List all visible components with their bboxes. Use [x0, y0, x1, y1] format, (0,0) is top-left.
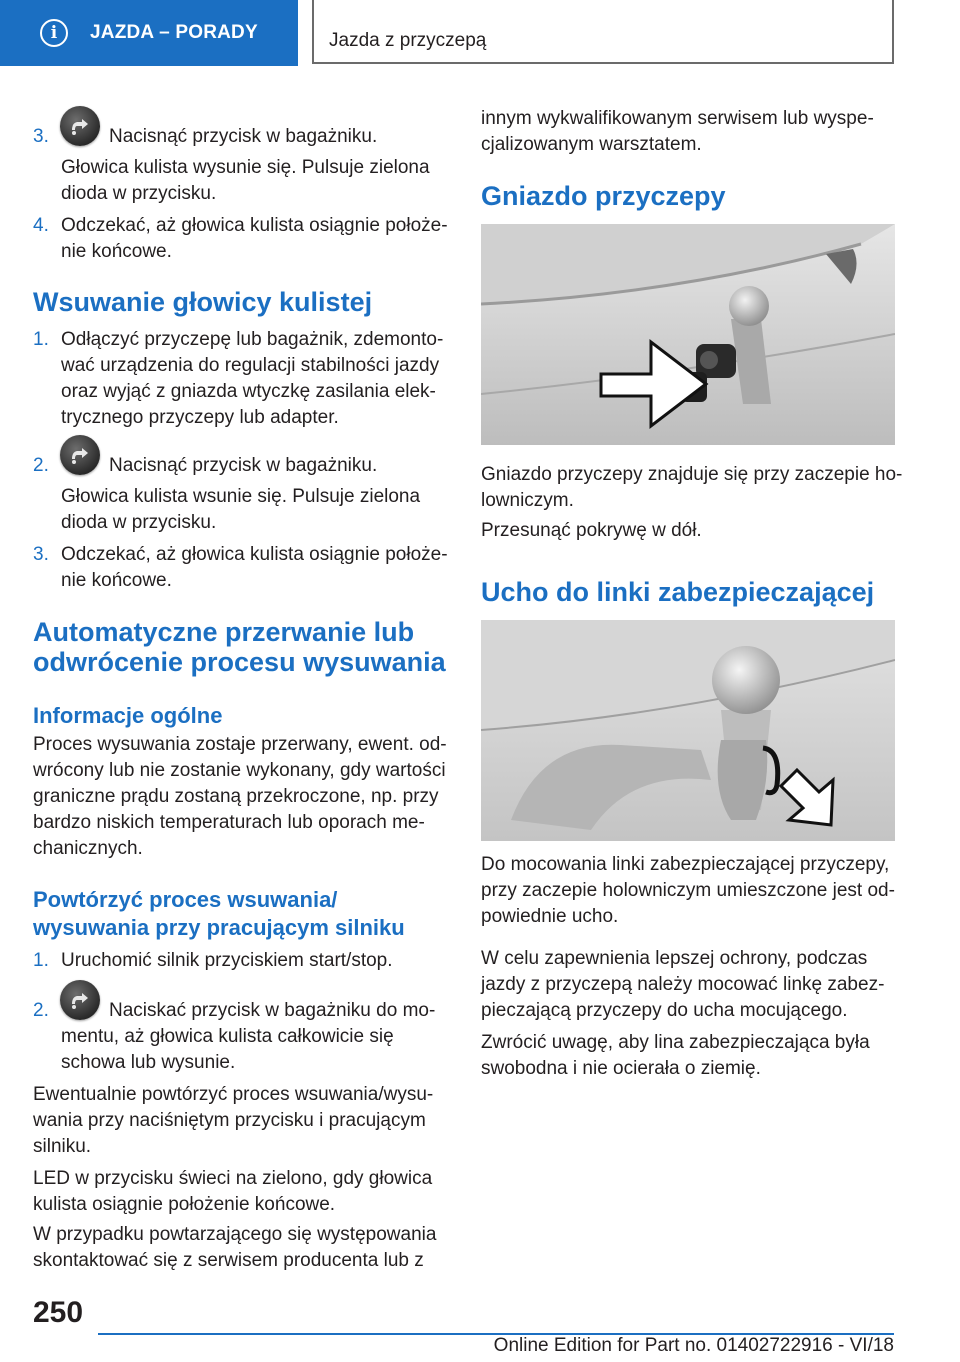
step-text: wać urządzenia do regulacji stabilności jazdy: [61, 355, 440, 376]
paragraph-line: Proces wysuwania zostaje przerwany, ewent. od‐: [33, 734, 447, 755]
step-text: oraz wyjąć z gniazda wtyczkę zasilania elek‐: [61, 381, 436, 402]
chapter-title: Jazda z przyczepą: [329, 30, 487, 51]
step-text: nie końcowe.: [61, 241, 172, 262]
step-number: 4.: [33, 215, 49, 236]
paragraph-line: wrócony lub nie zostanie wykonany, gdy wartości: [33, 760, 446, 781]
step-text: mentu, aż głowica kulista całkowicie się: [61, 1026, 394, 1047]
paragraph-line: innym wykwalifikowanym serwisem lub wyspe‐: [481, 108, 874, 129]
paragraph-line: Zwrócić uwagę, aby lina zabezpieczająca była: [481, 1032, 870, 1053]
trunk-button-icon: [60, 980, 100, 1020]
step-text: Odczekać, aż głowica kulista osiągnie położe‐: [61, 544, 448, 565]
paragraph-line: cjalizowanym warsztatem.: [481, 134, 702, 155]
paragraph-line: wania przy naciśniętym przycisku i pracującym: [33, 1110, 426, 1131]
step-number: 3.: [33, 126, 49, 147]
step-text: trycznego przyczepy lub adapter.: [61, 407, 339, 428]
step-text: schowa lub wysunie.: [61, 1052, 236, 1073]
paragraph-line: silniku.: [33, 1136, 92, 1157]
section-title: JAZDA – PORADY: [90, 22, 258, 43]
safety-eye-illustration: [481, 620, 895, 841]
heading-repeat: wysuwania przy pracującym silniku: [33, 915, 405, 940]
section-tab: [0, 0, 298, 66]
info-icon: i: [40, 19, 68, 47]
step-text: nie końcowe.: [61, 570, 172, 591]
trailer-socket-illustration: [481, 224, 895, 445]
step-text: Nacisnąć przycisk w bagażniku.: [109, 455, 378, 476]
paragraph-line: Przesunąć pokrywę w dół.: [481, 520, 702, 541]
paragraph-line: przy zaczepie holowniczym umieszczone jest od‐: [481, 880, 895, 901]
paragraph-line: Ewentualnie powtórzyć proces wsuwania/wysu‐: [33, 1084, 434, 1105]
page-number: 250: [33, 1296, 84, 1329]
paragraph-line: W przypadku powtarzającego się występowania: [33, 1224, 437, 1245]
step-text: Nacisnąć przycisk w bagażniku.: [109, 126, 378, 147]
heading-socket: Gniazdo przyczepy: [481, 181, 726, 211]
heading-auto: odwrócenie procesu wysuwania: [33, 647, 446, 677]
paragraph-line: powiednie ucho.: [481, 906, 619, 927]
paragraph-line: kulista osiągnie położenie końcowe.: [33, 1194, 336, 1215]
paragraph-line: swobodna i nie ocierała o ziemię.: [481, 1058, 761, 1079]
step-text: Naciskać przycisk w bagażniku do mo‐: [109, 1000, 436, 1021]
paragraph-line: Gniazdo przyczepy znajduje się przy zaczepie ho‐: [481, 464, 903, 485]
step-number: 2.: [33, 455, 49, 476]
step-number: 1.: [33, 950, 49, 971]
step-subtext: dioda w przycisku.: [61, 183, 217, 204]
paragraph-line: chanicznych.: [33, 838, 143, 859]
paragraph-line: skontaktować się z serwisem producenta lub z: [33, 1250, 424, 1271]
page-header: [0, 0, 960, 66]
step-text: Odłączyć przyczepę lub bagażnik, zdemonto‐: [61, 329, 444, 350]
paragraph-line: LED w przycisku świeci na zielono, gdy głowica: [33, 1168, 433, 1189]
step-subtext: dioda w przycisku.: [61, 512, 217, 533]
heading-retract: Wsuwanie głowicy kulistej: [33, 287, 373, 317]
step-text: Uruchomić silnik przyciskiem start/stop.: [61, 950, 393, 971]
step-subtext: Głowica kulista wysunie się. Pulsuje zielona: [61, 157, 430, 178]
trunk-button-icon: [60, 435, 100, 475]
chapter-box: [312, 0, 894, 64]
paragraph-line: bardzo niskich temperaturach lub oporach me‐: [33, 812, 425, 833]
heading-repeat: Powtórzyć proces wsuwania/: [33, 887, 338, 912]
paragraph-line: pieczającą przyczepy do ucha mocującego.: [481, 1000, 848, 1021]
heading-eye: Ucho do linki zabezpieczającej: [481, 577, 875, 607]
step-number: 3.: [33, 544, 49, 565]
footer-edition: Online Edition for Part no. 01402722916 - VI/18: [493, 1335, 894, 1356]
trunk-button-icon: [60, 106, 100, 146]
paragraph-line: Do mocowania linki zabezpieczającej przyczepy,: [481, 854, 890, 875]
paragraph-line: jazdy z przyczepą należy mocować linkę zabez‐: [481, 974, 885, 995]
step-number: 2.: [33, 1000, 49, 1021]
heading-general: Informacje ogólne: [33, 703, 223, 728]
heading-auto: Automatyczne przerwanie lub: [33, 617, 415, 647]
step-number: 1.: [33, 329, 49, 350]
step-text: Odczekać, aż głowica kulista osiągnie położe‐: [61, 215, 448, 236]
paragraph-line: W celu zapewnienia lepszej ochrony, podczas: [481, 948, 868, 969]
paragraph-line: graniczne prądu zostaną przekroczone, np. przy: [33, 786, 439, 807]
step-subtext: Głowica kulista wsunie się. Pulsuje zielona: [61, 486, 421, 507]
paragraph-line: lowniczym.: [481, 490, 574, 511]
